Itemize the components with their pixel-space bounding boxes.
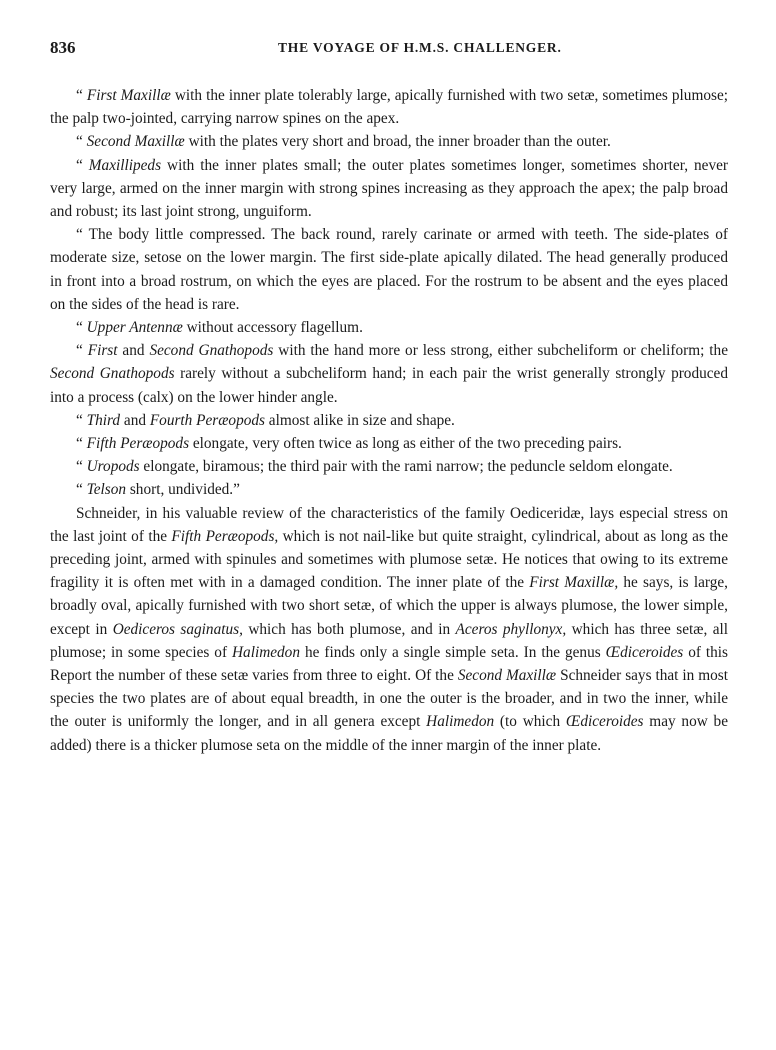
text-run: “ [76,481,87,499]
italic-run: Fifth Peræopods [86,435,190,453]
text-run: of this Report the number of these setæ varies from three to eight. Of the [50,643,729,685]
page-number: 836 [50,38,76,57]
italic-run: Telson [86,481,127,499]
text-run: which has three setæ, all plumose; in some species of [50,620,729,661]
text-run: and [120,411,150,429]
text-run: “ [76,411,87,429]
italic-run: Halimedon [232,643,300,661]
text-run: “ [76,458,87,476]
italic-run: Aceros phyllonyx, [455,620,567,638]
paragraph [50,84,728,130]
italic-run: Oediceros saginatus, [112,620,243,638]
paragraph [50,316,728,339]
text-run: (to which [494,713,566,731]
text-run: almost alike in size and shape. [264,411,455,429]
text-run: “ [76,87,87,104]
body-text [50,84,728,757]
text-run: “ [76,319,87,337]
text-run: he says, is large, broadly oval, apically furnished with two short setæ, of which the upper is always plumose, the lower simple, except in [50,574,728,638]
text-run: with the inner plates small; the outer plates sometimes longer, sometimes shorter, never very large, armed on the inner margin with strong spines increasing as they approach the apex; the palp broad and robust; its last joint strong, unguiform. [50,156,728,221]
text-run: short, undivided.” [126,481,240,499]
italic-run: Second Gnathopods [50,365,175,383]
text-run: and [117,342,150,360]
paragraph [50,339,728,409]
text-run: with the plates very short and broad, the inner broader than the outer. [184,133,611,151]
italic-run: Maxillipeds [88,156,162,174]
text-run: elongate, biramous; the third pair with the rami narrow; the peduncle seldom elongate. [139,458,673,476]
italic-run: Œdiceroides [605,643,684,661]
text-run: without accessory flagellum. [182,319,363,337]
italic-run: First Maxillæ [86,87,171,104]
running-head: THE VOYAGE OF H.M.S. CHALLENGER. [278,40,562,55]
text-run: which has both plumose, and in [242,620,456,638]
italic-run: First Maxillæ, [529,574,619,592]
text-run: with the inner plate tolerably large, apically furnished with two setæ, sometimes plumose; the palp two-jointed, carrying narrow spines on the apex. [50,87,728,128]
italic-run: Second Maxillæ [457,667,557,685]
text-run: with the hand more or less strong, either subcheliform or cheliform; the [273,342,728,360]
paragraph [50,130,728,153]
text-run: “ [76,156,89,174]
italic-run: Upper Antennæ [86,319,183,337]
page-header [50,38,730,64]
italic-run: Second Gnathopods [149,342,274,360]
italic-run: Œdiceroides [565,713,644,731]
text-run: “ The body little compressed. The back round, rarely carinate or armed with teeth. The side-plates of moderate size, setose on the lower margin. The first side-plate apically dilated. The head generally produced in front into a broad rostrum, on which the eyes are placed. For the rostrum to be absent and the eyes placed on the sides of the head is rare. [50,226,728,313]
italic-run: Fifth Peræopods, [171,527,279,545]
text-run: may now be added) there is a thicker plumose seta on the middle of the inner margin of the inner plate. [50,713,728,754]
italic-run: Halimedon [426,713,495,731]
paragraph [50,455,728,478]
paragraph [50,154,728,224]
text-run: rarely without a subcheliform hand; in each pair the wrist generally strongly produced into a process (calx) on the lower hinder angle. [50,365,728,406]
paragraph [50,223,728,316]
italic-run: First [87,342,118,360]
italic-run: Uropods [86,458,140,476]
italic-run: Second Maxillæ [86,133,185,151]
text-run: he finds only a single simple seta. In the genus [299,643,606,661]
text-run: elongate, very often twice as long as either of the two preceding pairs. [189,435,622,453]
text-run: Schneider, in his valuable review of the characteristics of the family Oediceridæ, lays especial stress on the last joint of the [50,504,728,545]
italic-run: Fourth Peræopods [149,411,265,429]
text-run: which is not nail-like but quite straight, cylindrical, about as long as the preceding joint, armed with spinules and sometimes with plumose setæ. He notices that owing to its extreme fragility it is often met with in a damaged condition. The inner plate of the [50,527,728,592]
text-run: “ [76,133,87,151]
text-run: Schneider says that in most species the two plates are of about equal breadth, in one the outer is the broader, and in two the inner, while the outer is uniformly the longer, and in all genera except [50,667,728,731]
paragraph [50,409,728,432]
paragraph [50,432,728,455]
italic-run: Third [86,411,121,429]
paragraph [50,478,728,501]
paragraph [50,502,728,757]
text-run: “ [76,435,87,453]
text-run: “ [76,342,88,360]
